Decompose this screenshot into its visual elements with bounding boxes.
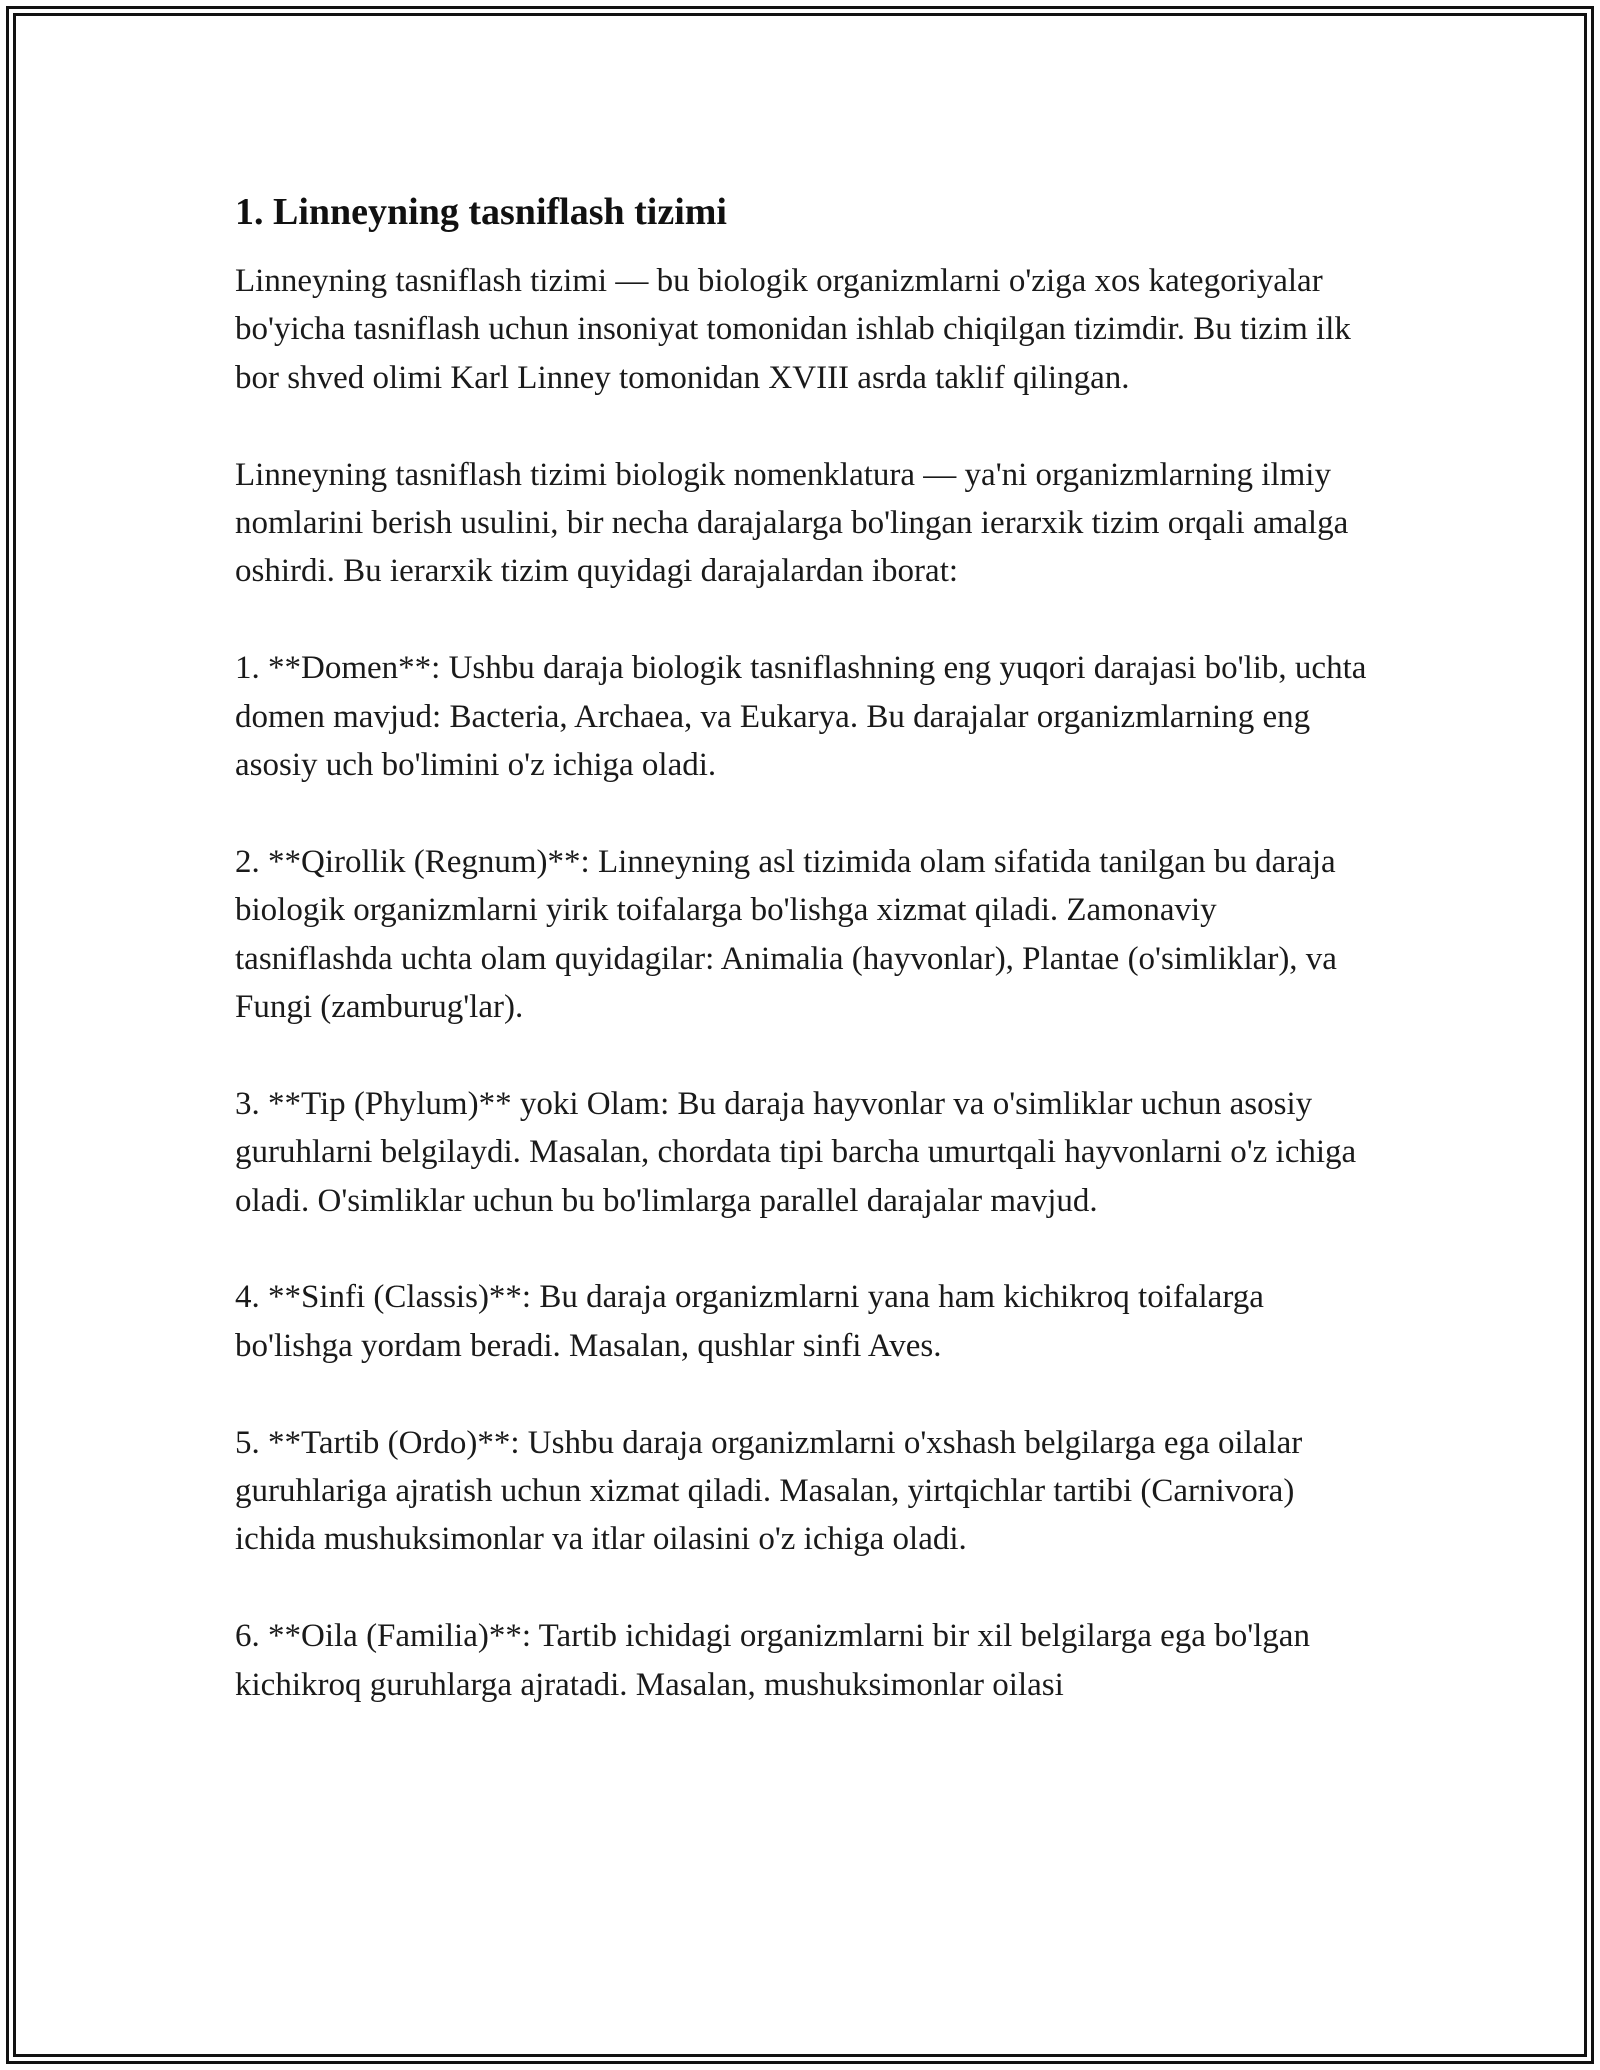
paragraph-hierarchy: Linneyning tasniflash tizimi biologik nomenklatura — ya'ni organizmlarning ilmiy nomlarini berish usulini, bir necha darajalarga bo'lingan ierarxik tizim orqali amalga oshirdi. Bu ierarxik tizim quyidagi darajalardan iborat:	[235, 456, 1349, 590]
list-item-tip: 3. **Tip (Phylum)** yoki Olam: Bu daraja hayvonlar va o'simliklar uchun asosiy guruhlarni belgilaydi. Masalan, chordata tipi barcha umurtqali hayvonlarni o'z ichiga oladi. O'simliklar uchun bu bo'limlarga parallel darajalar mavjud.	[235, 1085, 1357, 1219]
list-item-tartib: 5. **Tartib (Ordo)**: Ushbu daraja organizmlarni o'xshash belgilarga ega oilalar guruhlariga ajratish uchun xizmat qiladi. Masalan, yirtqichlar tartibi (Carnivora) ichida mushuksimonlar va itlar oilasini o'z ichiga oladi.	[235, 1424, 1303, 1558]
paragraph-intro: Linneyning tasniflash tizimi — bu biologik organizmlarni o'ziga xos kategoriyalar bo'yicha tasniflash uchun insoniyat tomonidan ishlab chiqilgan tizimdir. Bu tizim ilk bor shved olimi Karl Linney tomonidan XVIII asrda taklif qilingan.	[235, 263, 1351, 396]
list-item-qirollik: 2. **Qirollik (Regnum)**: Linneyning asl tizimida olam sifatida tanilgan bu daraja biologik organizmlarni yirik toifalarga bo'lishga xizmat qiladi. Zamonaviy tasniflashda uchta olam quyidagilar: Animalia (hayvonlar), Plantae (o'simliklar), va Fungi (zamburug'lar).	[235, 843, 1337, 1026]
document-page	[235, 185, 1375, 1709]
list-item-oila: 6. **Oila (Familia)**: Tartib ichidagi organizmlarni bir xil belgilarga ega bo'lgan kichikroq guruhlarga ajratadi. Masalan, mushuksimonlar oilasi	[235, 1618, 1310, 1703]
list-item-sinfi: 4. **Sinfi (Classis)**: Bu daraja organizmlarni yana ham kichikroq toifalarga bo'lishga yordam beradi. Masalan, qushlar sinfi Aves.	[235, 1279, 1264, 1364]
section-heading: 1. Linneyning tasniflash tizimi	[235, 191, 727, 233]
list-item-domen: 1. **Domen**: Ushbu daraja biologik tasniflashning eng yuqori darajasi bo'lib, uchta domen mavjud: Bacteria, Archaea, va Eukarya. Bu darajalar organizmlarning eng asosiy uch bo'limini o'z ichiga oladi.	[235, 650, 1367, 784]
